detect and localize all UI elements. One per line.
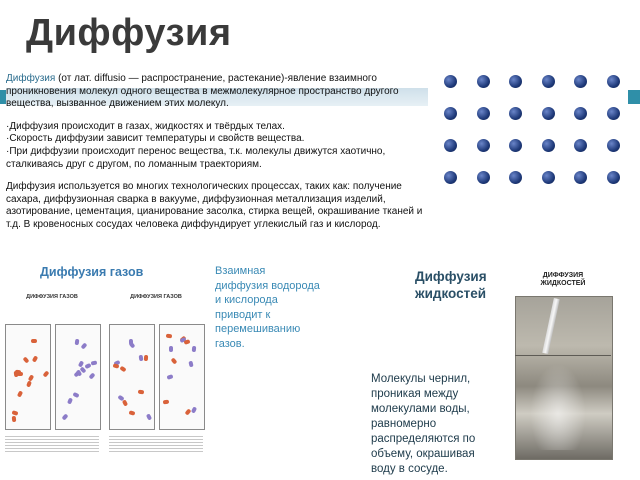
gases-caption: Взаимная диффузия водорода и кислорода приводит к перемешиванию газов. xyxy=(215,265,320,350)
molecule-dot xyxy=(542,139,555,152)
gas-figure-title: ДИФФУЗИЯ ГАЗОВ xyxy=(130,294,182,300)
hydrogen-molecule xyxy=(146,414,152,421)
flask-oxygen xyxy=(5,324,51,430)
molecule-dot xyxy=(509,107,522,120)
molecule-dot xyxy=(444,107,457,120)
molecule-dot xyxy=(444,139,457,152)
facts-paragraph xyxy=(6,121,431,171)
molecule-dot xyxy=(574,171,587,184)
oxygen-molecule xyxy=(42,371,49,378)
hydrogen-molecule xyxy=(61,414,68,421)
oxygen-molecule xyxy=(120,366,127,373)
hydrogen-molecule xyxy=(191,406,197,413)
liquids-caption: Молекулы чернил, проникая между молекулами воды, равномерно распределяются по объему, окрашивая воду в сосуде. xyxy=(371,373,476,475)
molecule-dot xyxy=(542,75,555,88)
oxygen-molecule xyxy=(128,410,135,415)
definition-term: Диффузия xyxy=(6,73,56,84)
fact-item: ·Скорость диффузии зависит температуры и свойств вещества. xyxy=(6,133,305,145)
fact-item: ·Диффузия происходит в газах, жидкостях и твёрдых телах. xyxy=(6,120,285,132)
molecule-dot xyxy=(607,139,620,152)
molecule-dot xyxy=(444,171,457,184)
hydrogen-molecule xyxy=(67,397,73,404)
liquids-heading: Диффузия жидкостей xyxy=(415,269,487,301)
molecule-dot xyxy=(542,171,555,184)
accent-bar-right xyxy=(628,90,640,104)
liquid-figure-title: ДИФФУЗИЯ ЖИДКОСТЕЙ xyxy=(540,272,586,287)
figure-caption-lines xyxy=(5,434,99,452)
flask-mixed-left xyxy=(109,324,155,430)
gas-figure-title: ДИФФУЗИЯ ГАЗОВ xyxy=(26,294,78,300)
molecule-dot xyxy=(477,75,490,88)
ink-plume xyxy=(528,360,588,450)
oxygen-molecule xyxy=(22,356,29,363)
molecule-dot xyxy=(607,75,620,88)
molecule-dot xyxy=(574,75,587,88)
applications-paragraph: Диффузия используется во многих технологических процессах, таких как: получение сахара, диффузионная сварка в вакууме, диффузионная металлизация изделий, азотирование, цементация, цианирование засолка, стирка вещей, окрашивание тканей и т.д. В кровеносных сосудах человека диффундирует углекислый газ и кислород. xyxy=(6,181,423,230)
oxygen-molecule xyxy=(138,389,145,394)
hydrogen-molecule xyxy=(139,355,144,361)
oxygen-molecule xyxy=(17,391,23,398)
oxygen-molecule xyxy=(113,364,120,369)
molecule-dot xyxy=(477,107,490,120)
gases-heading: Диффузия газов xyxy=(40,265,144,279)
molecule-dot xyxy=(509,75,522,88)
oxygen-molecule xyxy=(31,339,37,343)
oxygen-molecule xyxy=(184,339,191,345)
flask-hydrogen xyxy=(55,324,101,430)
oxygen-molecule xyxy=(166,334,172,339)
oxygen-molecule xyxy=(144,355,148,361)
molecule-dot xyxy=(574,107,587,120)
hydrogen-molecule xyxy=(89,373,96,380)
hydrogen-molecule xyxy=(91,361,98,366)
oxygen-molecule xyxy=(28,374,35,381)
hydrogen-molecule xyxy=(81,343,88,350)
gas-diffusion-figure-after xyxy=(107,294,205,454)
figure-caption-lines xyxy=(109,434,203,452)
oxygen-molecule xyxy=(11,410,18,415)
slide-title: Диффузия xyxy=(26,12,232,54)
oxygen-molecule xyxy=(26,381,32,388)
molecule-dot xyxy=(607,171,620,184)
molecule-dot xyxy=(542,107,555,120)
hydrogen-molecule xyxy=(166,374,173,379)
molecule-dot xyxy=(509,171,522,184)
gas-diffusion-figure-before xyxy=(3,294,101,454)
definition-text: (от лат. diffusio — распространение, растекание)-явление взаимного проникновения молекул одного вещества в межмолекулярное пространство другого вещества, вызванное движением этих молекул. xyxy=(6,73,399,110)
oxygen-molecule xyxy=(170,357,177,364)
molecule-dot xyxy=(574,139,587,152)
oxygen-molecule xyxy=(122,399,128,406)
molecule-dot xyxy=(477,171,490,184)
hydrogen-molecule xyxy=(72,392,79,398)
hydrogen-molecule xyxy=(188,361,193,368)
fact-item: ·При диффузии происходит перенос вещества, т.к. молекулы движутся хаотично, сталкиваясь друг с другом, по ломанным траекториям. xyxy=(6,145,386,170)
oxygen-molecule xyxy=(32,356,38,363)
definition-paragraph xyxy=(6,73,431,111)
molecule-dot xyxy=(444,75,457,88)
hydrogen-molecule xyxy=(129,342,136,349)
molecule-dot xyxy=(477,139,490,152)
molecule-dot xyxy=(509,139,522,152)
water-surface-line xyxy=(515,355,611,356)
hydrogen-molecule xyxy=(192,346,197,352)
flask-mixed-right xyxy=(159,324,205,430)
molecule-grid xyxy=(441,72,626,192)
oxygen-molecule xyxy=(11,415,16,421)
oxygen-molecule xyxy=(163,400,170,405)
hydrogen-molecule xyxy=(75,339,80,345)
hydrogen-molecule xyxy=(169,346,173,352)
molecule-dot xyxy=(607,107,620,120)
body-text xyxy=(6,73,431,242)
